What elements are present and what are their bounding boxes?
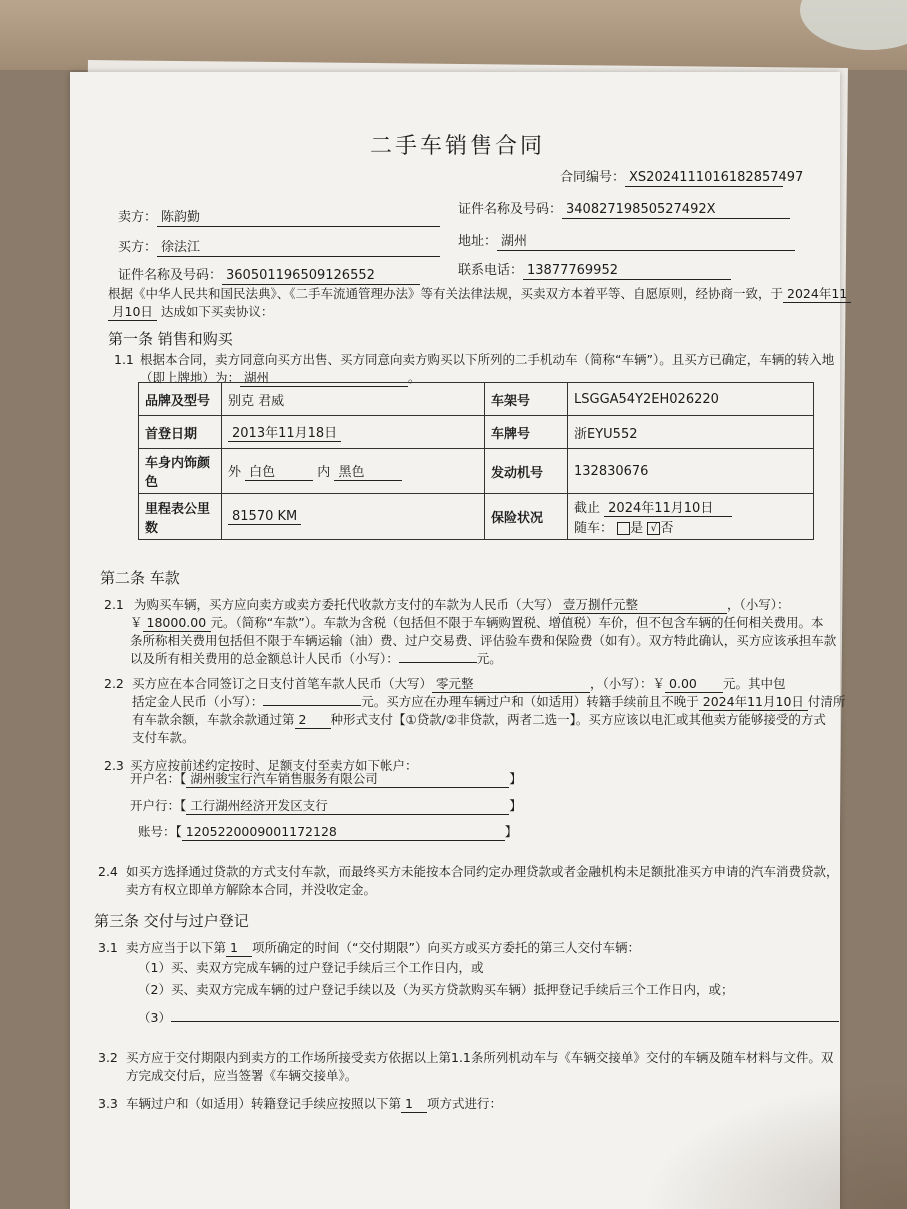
exterior-color: 白色 <box>245 461 313 481</box>
clause-3-1-option-2: （2）买、卖双方完成车辆的过户登记手续以及（为买方贷款购买车辆）抵押登记手续后三个工作日内，或； <box>138 982 734 997</box>
clause-3-3-line-1: 车辆过户和（如适用）转籍登记手续应按照以下第 1 项方式进行： <box>126 1096 503 1111</box>
clause-3-1-option-3: （3） <box>138 1010 839 1026</box>
section-2-heading: 第二条 车款 <box>100 569 180 587</box>
clause-2-2-number: 2.2 <box>104 676 124 691</box>
shadow-overlay <box>640 1080 907 1209</box>
clause-2-1-line-2: ￥ 18000.00 元。（简称“车款”）。车款为含税（包括但不限于车辆购置税、增值税）车价，但不包含车辆的任何相关费用。本 <box>130 615 824 630</box>
account-name-field: 开户名：【 湖州骏宝行汽车销售服务有限公司 】 <box>130 771 522 786</box>
deposit-amount <box>263 705 361 706</box>
clause-1-1-line-2: （即上牌地）为： 湖州 。 <box>140 370 421 385</box>
engine-value: 132830676 <box>568 449 814 494</box>
table-row <box>139 416 814 449</box>
buyer-address-field: 地址： 湖州 <box>458 234 795 251</box>
contract-number: 合同编号： XS2024111016182857497 <box>560 170 804 185</box>
engine-header: 发动机号 <box>485 449 568 494</box>
table-row <box>139 383 814 416</box>
section-3-heading: 第三条 交付与过户登记 <box>94 912 249 930</box>
transfer-option: 1 <box>401 1096 427 1113</box>
mileage-header: 里程表公里数 <box>139 494 222 540</box>
buyer-phone: 13877769952 <box>523 263 731 280</box>
intro-date-a: 2024年11 <box>783 286 851 303</box>
first-registration-value: 2013年11月18日 <box>222 416 485 449</box>
buyer-phone-field: 联系电话： 13877769952 <box>458 263 731 280</box>
first-payment-words: 零元整 <box>432 676 590 693</box>
payment-option: 2 <box>295 712 331 729</box>
contract-page <box>70 72 848 1209</box>
plate-value: 浙EYU552 <box>568 416 814 449</box>
clause-3-1-number: 3.1 <box>98 940 118 955</box>
brand-value: 别克 君威 <box>222 383 485 416</box>
clause-3-2-number: 3.2 <box>98 1050 118 1065</box>
payment-deadline: 2024年11月10日 <box>699 694 808 711</box>
clause-2-1-line-1: 为购买车辆，买方应向卖方或卖方委托代收款方支付的车款为人民币（大写） 壹万捌仟元整 ，（小写）： <box>134 597 790 612</box>
clause-2-2-line-3: 有车款余额，车款余款通过第 2 种形式支付【①贷款/②非贷款，两者二选一】。买方应该以电汇或其他卖方能够接受的方式 <box>132 712 826 727</box>
seller-id-field: 证件名称及号码： 34082719850527492X <box>458 202 790 219</box>
clause-2-3-number: 2.3 <box>104 758 124 773</box>
insurance-header: 保险状况 <box>485 494 568 540</box>
clause-2-3-line-1: 买方应按前述约定按时、足额支付至卖方如下帐户： <box>130 758 418 773</box>
buyer-field: 买方： 徐法江 <box>118 240 440 257</box>
seller-name: 陈韵勤 <box>157 210 440 227</box>
intro-line-1: 根据《中华人民共和国民法典》、《二手车流通管理办法》等有关法律法规，买卖双方本着平等、自愿原则，经协商一致，于 2024年11 <box>108 286 851 303</box>
no-checkbox[interactable]: √ <box>647 522 660 535</box>
registration-place: 湖州 <box>240 370 408 387</box>
clause-2-1-line-4: 以及所有相关费用的总金额总计人民币（小写）： 元。 <box>130 651 502 666</box>
clause-2-1-line-3: 条所称相关费用包括但不限于车辆运输（油）费、过户交易费、评估验车费和保险费（如有）。双方特此确认，买方应该承担车款 <box>130 633 837 648</box>
plate-header: 车牌号 <box>485 416 568 449</box>
brand-header: 品牌及型号 <box>139 383 222 416</box>
seller-id-value: 34082719850527492X <box>562 202 790 219</box>
first-payment-figures: 0.00 <box>665 676 723 693</box>
color-value: 外 白色 内 黑色 <box>222 449 485 494</box>
account-bank: 工行湖州经济开发区支行 <box>186 798 509 815</box>
account-number-field: 账号：【 1205220009001172128 】 <box>138 824 518 839</box>
clause-3-1-line-1: 卖方应当于以下第 1 项所确定的时间（“交付期限”）向买方或买方委托的第三人交付车辆： <box>126 940 640 955</box>
mileage-value: 81570 KM <box>222 494 485 540</box>
total-amount <box>399 662 477 663</box>
yes-checkbox[interactable] <box>617 522 630 535</box>
vehicle-info-table <box>138 382 814 540</box>
account-name: 湖州骏宝行汽车销售服务有限公司 <box>186 771 509 788</box>
section-1-heading: 第一条 销售和购买 <box>108 330 233 348</box>
vin-header: 车架号 <box>485 383 568 416</box>
clause-2-2-line-1: 买方应在本合同签订之日支付首笔车款人民币（大写） 零元整 ，（小写）：￥ 0.00 元。其中包 <box>132 676 786 691</box>
buyer-name: 徐法江 <box>157 240 440 257</box>
color-header: 车身内饰颜色 <box>139 449 222 494</box>
price-in-words: 壹万捌仟元整 <box>559 597 727 614</box>
clause-2-4-number: 2.4 <box>98 864 118 879</box>
clause-3-1-option-1: （1）买、卖双方完成车辆的过户登记手续后三个工作日内，或 <box>138 960 484 975</box>
clause-2-4-line-2: 卖方有权立即单方解除本合同，并没收定金。 <box>126 882 377 897</box>
clause-2-1-number: 2.1 <box>104 597 124 612</box>
custom-delivery-blank <box>171 1021 839 1022</box>
table-row <box>139 449 814 494</box>
account-number: 1205220009001172128 <box>182 824 505 841</box>
clause-2-4-line-1: 如买方选择通过贷款的方式支付车款，而最终买方未能按本合同约定办理贷款或者金融机构未足额批准买方申请的汽车消费贷款， <box>126 864 839 879</box>
insurance-value: 截止 2024年11月10日 随车： 是 √ 否 <box>568 494 814 540</box>
insurance-until: 2024年11月10日 <box>604 497 732 517</box>
delivery-option: 1 <box>226 940 252 957</box>
buyer-address: 湖州 <box>497 234 795 251</box>
clause-1-1-line-1: 根据本合同，卖方同意向买方出售、买方同意向卖方购买以下所列的二手机动车（简称“车辆”）。且买方已确定，车辆的转入地 <box>140 352 835 367</box>
intro-line-2: 月10日 达成如下买卖协议： <box>108 304 273 321</box>
account-bank-field: 开户行：【 工行湖州经济开发区支行 】 <box>130 798 522 813</box>
clause-3-3-number: 3.3 <box>98 1096 118 1111</box>
buyer-id-field: 证件名称及号码： 360501196509126552 <box>118 268 420 285</box>
clause-1-1-number: 1.1 <box>114 352 134 367</box>
clause-3-2-line-2: 方完成交付后，应当签署《车辆交接单》。 <box>126 1068 358 1083</box>
interior-color: 黑色 <box>334 461 402 481</box>
first-registration-header: 首登日期 <box>139 416 222 449</box>
clause-3-2-line-1: 买方应于交付期限内到卖方的工作场所接受卖方依据以上第1.1条所列机动车与《车辆交接单》交付的车辆及随车材料与文件。双 <box>126 1050 834 1065</box>
clause-2-2-line-4: 支付车款。 <box>132 730 195 745</box>
price-in-figures: 18000.00 <box>143 615 211 632</box>
desk-surface <box>0 0 907 70</box>
intro-date-b: 月10日 <box>108 304 157 321</box>
clause-2-2-line-2: 括定金人民币（小写）： 元。买方应在办理车辆过户和（如适用）转籍手续前且不晚于 2024年11月10日 付清所 <box>132 694 846 709</box>
contract-title: 二手车销售合同 <box>370 134 546 159</box>
table-row <box>139 494 814 540</box>
buyer-id-value: 360501196509126552 <box>222 268 420 285</box>
vin-value: LSGGA54Y2EH026220 <box>568 383 814 416</box>
seller-field: 卖方： 陈韵勤 <box>118 210 440 227</box>
contract-number-value: XS2024111016182857497 <box>625 170 783 187</box>
